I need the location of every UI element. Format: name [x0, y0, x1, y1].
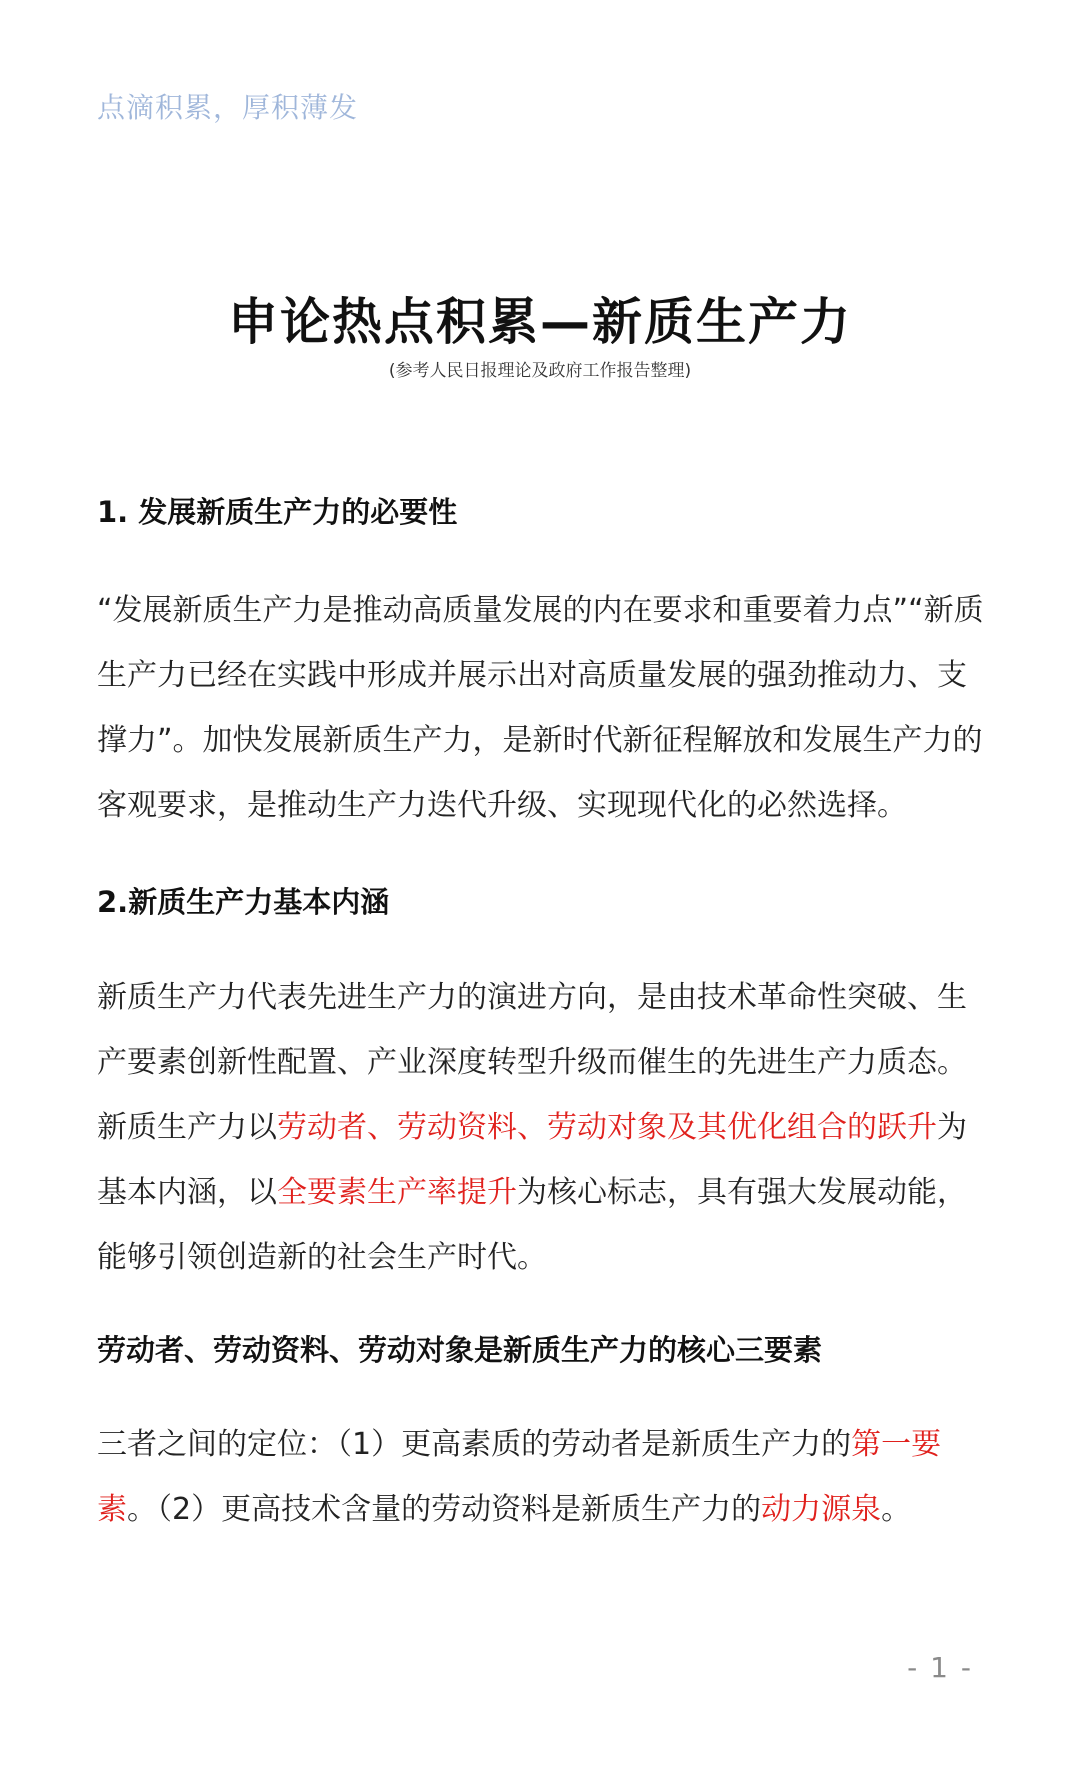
section-paragraph-connotation	[97, 965, 987, 1290]
paragraph-text: 为核心标志，具有强大发展动能，能够引领创造新的社会生产时代。	[97, 1175, 967, 1275]
paragraph-text: 新质生产力代表先进生产力的演进方向，是由技术革命性突破、生产要素创新性配置、产业深度转型升级而催生的先进生产力质态。新质生产力以	[97, 980, 967, 1145]
section-heading-necessity: 1. 发展新质生产力的必要性	[97, 495, 458, 529]
paragraph-text: 。	[881, 1492, 912, 1527]
page-number: - 1 -	[907, 1651, 973, 1684]
section-heading-three-elements: 劳动者、劳动资料、劳动对象是新质生产力的核心三要素	[97, 1333, 823, 1367]
highlight-text: 全要素生产率提升	[277, 1175, 517, 1210]
highlight-text: 劳动者、劳动资料、劳动对象及其优化组合的跃升	[277, 1110, 937, 1145]
highlight-text: 第一要素	[97, 1427, 942, 1527]
document-body	[97, 490, 987, 1542]
section-heading-connotation: 2.新质生产力基本内涵	[97, 885, 390, 919]
section-paragraph-necessity: “发展新质生产力是推动高质量发展的内在要求和重要着力点”“新质生产力已经在实践中形成并展示出对高质量发展的强劲推动力、支撑力”。加快发展新质生产力，是新时代新征程解放和发展生产力的客观要求，是推动生产力迭代升级、实现现代化的必然选择。	[97, 593, 984, 823]
paragraph-text: 三者之间的定位：（1）更高素质的劳动者是新质生产力的	[97, 1427, 852, 1462]
section-paragraph-three-elements	[97, 1412, 987, 1542]
paragraph-text: 为基本内涵，以	[97, 1110, 967, 1210]
paragraph-text: 。（2）更高技术含量的劳动资料是新质生产力的	[127, 1492, 762, 1527]
document-title: 申论热点积累—新质生产力	[228, 293, 852, 351]
header-tagline: 点滴积累，厚积薄发	[97, 91, 359, 124]
highlight-text: 动力源泉	[761, 1492, 882, 1527]
document-subtitle: (参考人民日报理论及政府工作报告整理)	[388, 361, 692, 381]
